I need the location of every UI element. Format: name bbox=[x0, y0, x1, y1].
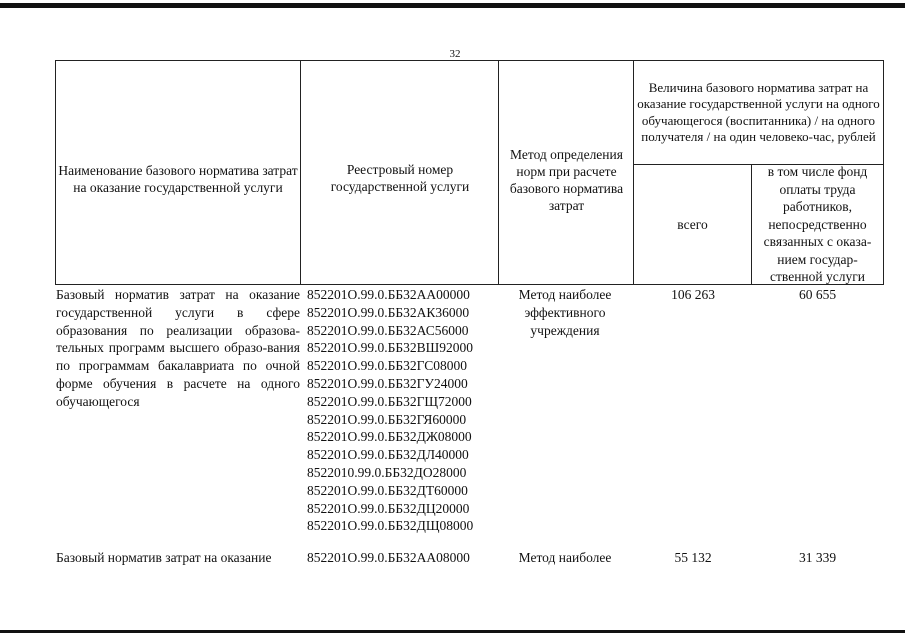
registry-code: 852201О.99.0.ББ32ДЖ08000 bbox=[307, 429, 472, 445]
registry-code: 852201О.99.0.ББ32АС56000 bbox=[307, 322, 469, 338]
registry-code: 852201О.99.0.ББ32ДЦ20000 bbox=[307, 500, 470, 516]
registry-code: 852201О.99.0.ББ32ГУ24000 bbox=[307, 375, 468, 391]
row-1-fund: 60 655 bbox=[798, 287, 837, 302]
header-total: всего bbox=[677, 217, 708, 232]
header-value-group bbox=[635, 61, 882, 164]
header-method: Метод определения норм при расчете базового норматива затрат bbox=[509, 146, 624, 213]
bottom-border-line bbox=[0, 630, 905, 633]
header-divider-2 bbox=[498, 60, 499, 285]
registry-code: 852201О.99.0.ББ32ДЩ08000 bbox=[307, 518, 474, 534]
row-2-total: 55 132 bbox=[674, 550, 712, 565]
registry-code: 852201О.99.0.ББ32ДЛ40000 bbox=[307, 447, 469, 463]
registry-code: 852201О.99.0.ББ32ГЯ60000 bbox=[307, 411, 467, 427]
header-fund: в том числе фонд оплаты труда работников, непосредственно связанных с оказа-нием государ-ственной услуги bbox=[763, 164, 872, 285]
registry-code: 852201О.99.0.ББ32АК36000 bbox=[307, 304, 470, 320]
top-border-line bbox=[0, 3, 905, 8]
registry-code: 852201О.99.0.ББ32АА00000 bbox=[307, 287, 470, 302]
registry-code: 852201О.99.0.ББ32ВШ92000 bbox=[307, 340, 474, 356]
row-1-codes bbox=[307, 286, 473, 535]
header-right-border bbox=[883, 60, 884, 285]
row-2-code: 852201О.99.0.ББ32АА08000 bbox=[307, 550, 470, 565]
row-2-fund: 31 339 bbox=[798, 550, 837, 565]
header-value-group-text: Величина базового норматива затрат на оказание государственной услуги на одного обучающегося (воспитанника) / на одного получателя / на один человеко-час, рублей bbox=[637, 79, 880, 144]
header-divider-1 bbox=[300, 60, 301, 285]
registry-code: 852201О.99.0.ББ32ГЩ72000 bbox=[307, 393, 472, 409]
registry-code: 8522010.99.0.ББ32ДО28000 bbox=[307, 464, 467, 480]
row-2-method: Метод наиболее bbox=[518, 550, 612, 565]
table-header bbox=[55, 60, 884, 285]
header-name: Наименование базового норматива затрат на оказание государственной услуги bbox=[58, 162, 298, 195]
row-1-name: Базовый норматив затрат на оказание государственной услуги в сфере образования по реализации образова-тельных программ высшего образо-вания по программам бакалавриата по очной форме обучения в расчете на одного обучающегося bbox=[56, 287, 300, 409]
row-1-method: Метод наиболее эффективного учреждения bbox=[518, 287, 612, 338]
row-1-total: 106 263 bbox=[671, 287, 715, 302]
header-registry-number: Реестровый номер государственной услуги bbox=[330, 161, 470, 194]
page-number: 32 bbox=[449, 48, 461, 60]
row-2-name: Базовый норматив затрат на оказание bbox=[56, 550, 272, 565]
registry-code: 852201О.99.0.ББ32ГС08000 bbox=[307, 358, 468, 374]
registry-code: 852201О.99.0.ББ32ДТ60000 bbox=[307, 482, 468, 498]
